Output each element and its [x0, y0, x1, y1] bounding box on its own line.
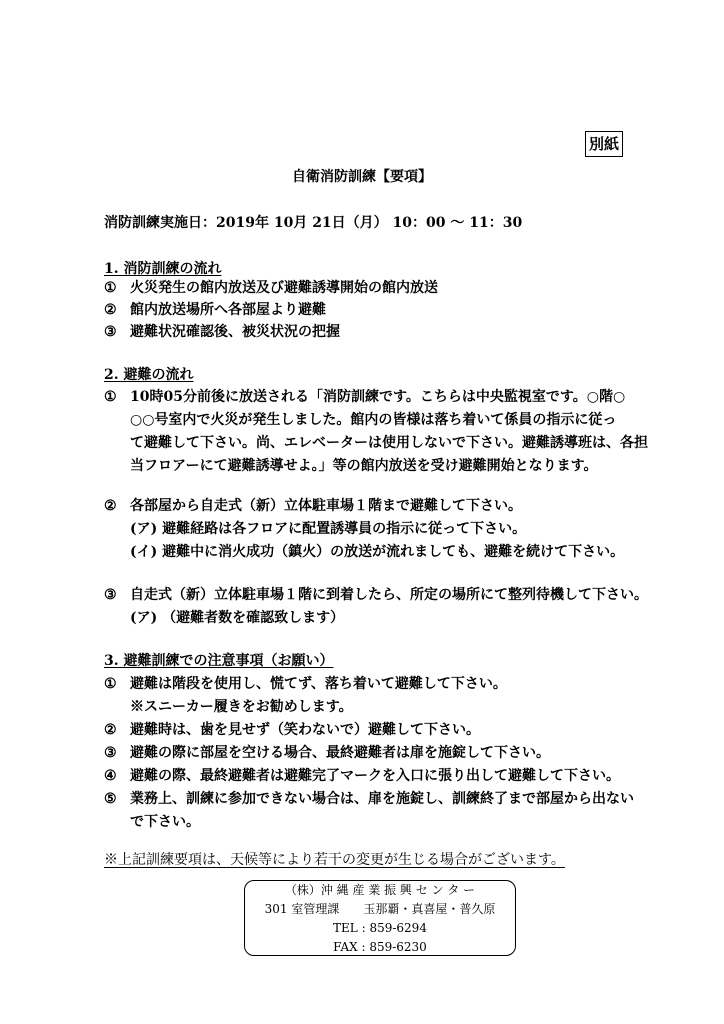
list-item — [104, 742, 550, 762]
item-text: 避難の際に部屋を空ける場合、最終避難者は扉を施錠して下さい。 — [130, 745, 550, 761]
item-text: 業務上、訓練に参加できない場合は、扉を施錠し、訓練終了まで部屋から出ない — [130, 791, 634, 807]
section-heading-3: 3. 避難訓練での注意事項（お願い） — [104, 653, 334, 669]
list-item — [104, 321, 340, 341]
item-number: ② — [104, 498, 117, 514]
list-item — [104, 299, 326, 319]
item-number: ① — [104, 676, 117, 692]
section-heading-2: 2. 避難の流れ — [104, 367, 194, 383]
section-heading-1: 1. 消防訓練の流れ — [104, 261, 222, 277]
contact-box — [244, 880, 516, 956]
item-text: 避難時は、歯を見せず（笑わないで）避難して下さい。 — [130, 722, 480, 738]
item-text: 避難の際、最終避難者は避難完了マークを入口に張り出して避難して下さい。 — [130, 768, 620, 784]
item-text: 自走式（新）立体駐車場１階に到着したら、所定の場所にて整列待機して下さい。 — [130, 587, 648, 603]
contact-fax: FAX : 859-6230 — [333, 940, 427, 954]
page-title: 自衛消防訓練【要項】 — [292, 169, 432, 185]
sub-item: (ア) （避難者数を確認致します） — [130, 610, 345, 626]
sub-note: ※スニーカー履きをお勧めします。 — [130, 699, 353, 715]
item-text: 避難は階段を使用し、慌てず、落ち着いて避難して下さい。 — [130, 676, 507, 692]
item-number: ② — [104, 722, 117, 738]
list-item — [104, 495, 522, 515]
item-text: 火災発生の館内放送及び避難誘導開始の館内放送 — [130, 280, 438, 296]
item-text: 10時05分前後に放送される「消防訓練です。こちらは中央監視室です。○階○ — [130, 389, 626, 405]
sub-item: (ア) 避難経路は各フロアに配置誘導員の指示に従って下さい。 — [130, 521, 527, 537]
item-number: ① — [104, 280, 117, 296]
contact-office: 301 室管理課 玉那覇・真喜屋・普久原 — [264, 902, 496, 916]
item-text: 避難状況確認後、被災状況の把握 — [130, 324, 340, 340]
item-text-continued: ○○号室内で火災が発生しました。館内の皆様は落ち着いて係員の指示に従っ — [130, 412, 617, 428]
item-number: ⑤ — [104, 791, 117, 807]
item-number: ② — [104, 302, 117, 318]
training-date: 消防訓練実施日：2019年 10月 21日（月） 10：00 ～ 11：30 — [104, 215, 523, 231]
list-item — [104, 719, 480, 739]
list-item — [104, 386, 625, 406]
item-number: ③ — [104, 324, 117, 340]
list-item — [104, 673, 507, 693]
list-item — [104, 584, 648, 604]
item-number: ③ — [104, 587, 117, 603]
list-item — [104, 788, 634, 808]
contact-company: （株）沖 縄 産 業 振 興 セ ン タ ー — [284, 883, 476, 897]
sub-item: (イ) 避難中に消火成功（鎮火）の放送が流れましても、避難を続けて下さい。 — [130, 544, 625, 560]
list-item — [104, 277, 438, 297]
list-item — [104, 765, 620, 785]
contact-tel: TEL : 859-6294 — [333, 921, 427, 935]
item-text: 各部屋から自走式（新）立体駐車場１階まで避難して下さい。 — [130, 498, 522, 514]
item-text: 館内放送場所へ各部屋より避難 — [130, 302, 326, 318]
disclaimer-note: ※上記訓練要項は、天候等により若干の変更が生じる場合がございます。 — [104, 852, 565, 868]
item-number: ③ — [104, 745, 117, 761]
item-number: ① — [104, 389, 117, 405]
item-text-continued: 当フロアーにて避難誘導せよ。」等の館内放送を受け避難開始となります。 — [130, 458, 598, 474]
item-text-continued: て避難して下さい。尚、エレベーターは使用しないで下さい。避難誘導班は、各担 — [130, 435, 648, 451]
attachment-label: 別紙 — [585, 131, 623, 157]
item-number: ④ — [104, 768, 117, 784]
item-text-continued: で下さい。 — [130, 814, 200, 830]
